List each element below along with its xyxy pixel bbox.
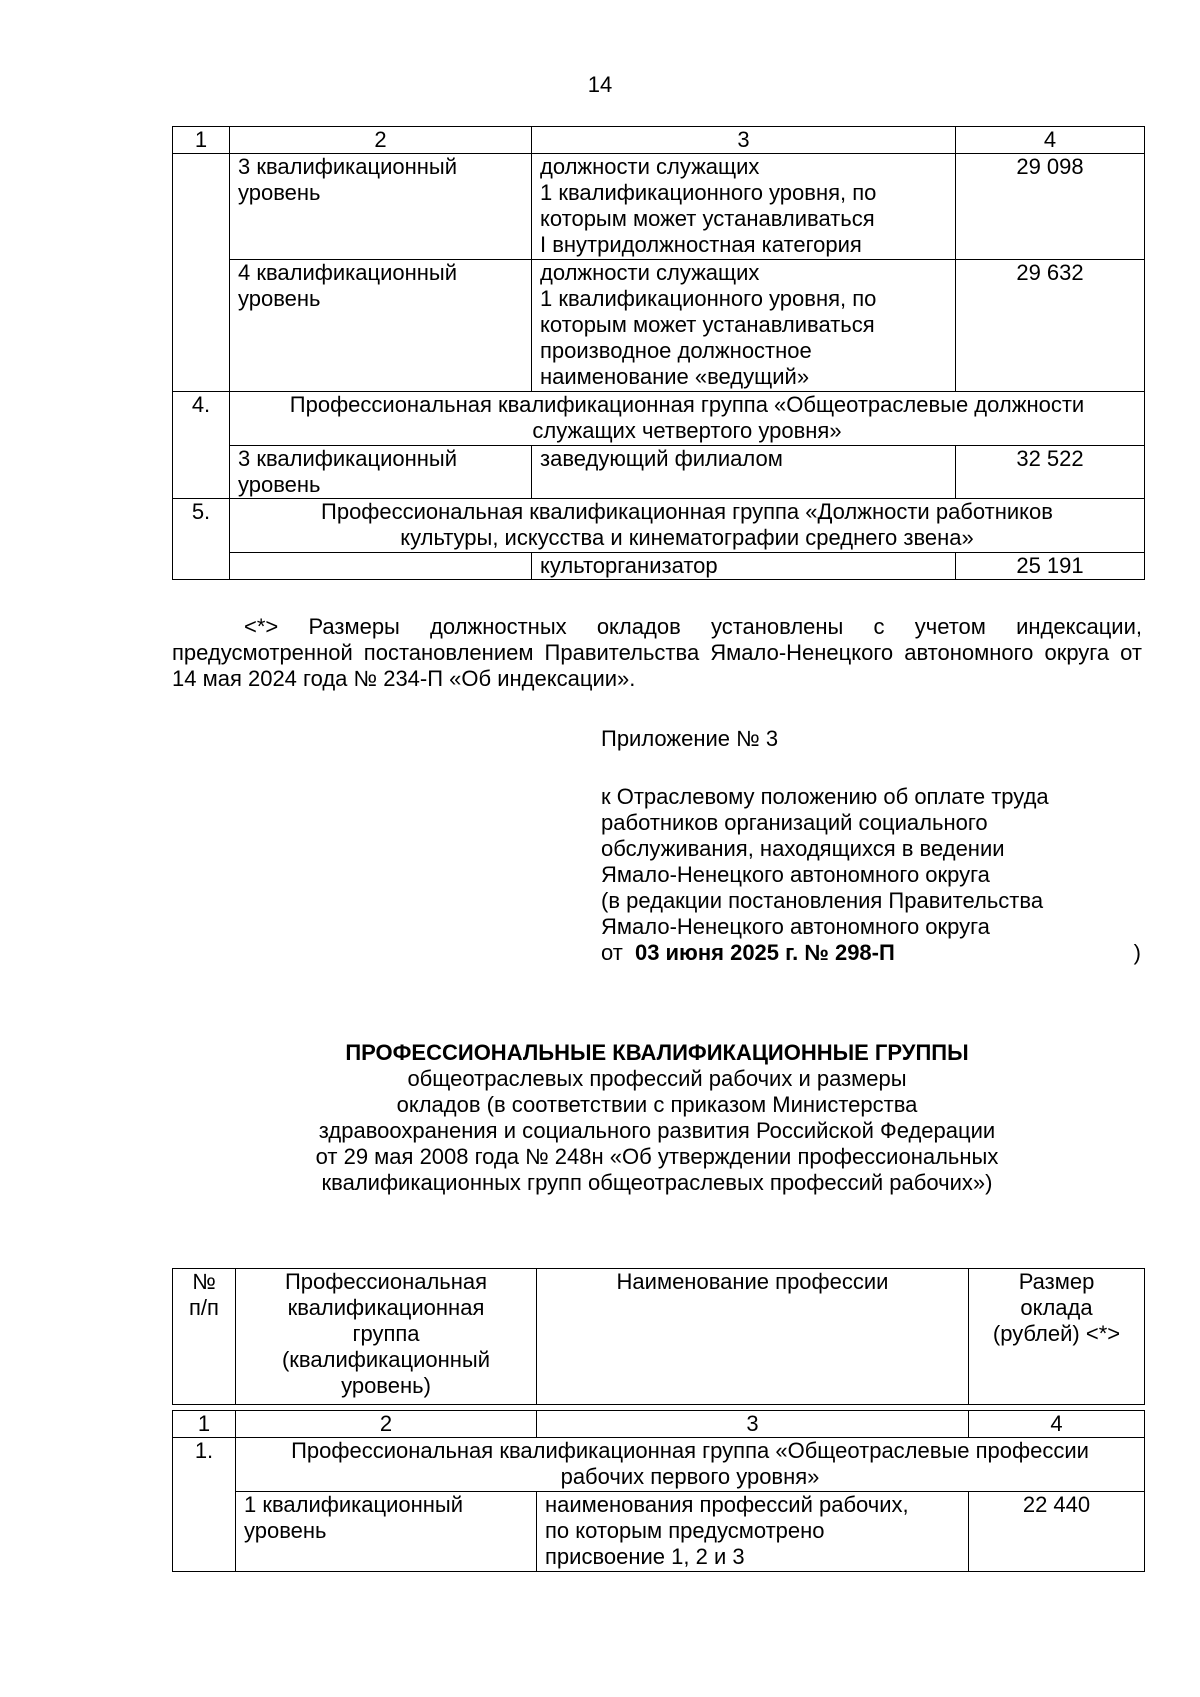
group-title: Профессиональная квалификационная группа «Общеотраслевые должности служащих четвертого уровня» — [230, 392, 1145, 446]
salary-value: 29 632 — [956, 260, 1145, 392]
qualification-level — [230, 553, 532, 580]
group-title: Профессиональная квалификационная группа «Должности работников культуры, искусства и кинематографии среднего звена» — [230, 499, 1145, 553]
group-header-row — [173, 499, 1145, 553]
col-number-2: 2 — [236, 1411, 537, 1438]
salary-value: 32 522 — [956, 446, 1145, 499]
table-row — [173, 446, 1145, 499]
qualification-level: 3 квалификационный уровень — [230, 446, 532, 499]
closing-paren: ) — [1133, 940, 1141, 965]
table-row — [173, 553, 1145, 580]
group-number: 1. — [173, 1438, 236, 1572]
position-description: заведующий филиалом — [532, 446, 956, 499]
header-number: № п/п — [173, 1269, 236, 1405]
col-number-3: 3 — [532, 127, 956, 154]
col-number-1: 1 — [173, 1411, 236, 1438]
table-numbering-row — [173, 1411, 1145, 1438]
professions-table-header — [172, 1268, 1145, 1405]
qualification-level: 4 квалификационный уровень — [230, 260, 532, 392]
col-number-1: 1 — [173, 127, 230, 154]
group-number-cell — [173, 154, 230, 392]
qualification-level: 3 квалификационный уровень — [230, 154, 532, 260]
salary-table-continued — [172, 126, 1145, 580]
col-number-3: 3 — [537, 1411, 969, 1438]
profession-description: наименования профессий рабочих, по которым предусмотрено присвоение 1, 2 и 3 — [537, 1492, 969, 1572]
date-prefix: от — [601, 940, 623, 965]
header-group: Профессиональная квалификационная группа (квалификационный уровень) — [236, 1269, 537, 1405]
col-number-4: 4 — [956, 127, 1145, 154]
footnote: <*> Размеры должностных окладов установлены с учетом индексации, предусмотренной постановлением Правительства Ямало-Ненецкого автономного округа от 14 мая 2024 года № 234-П «Об индексации». — [172, 614, 1142, 691]
group-header-row — [173, 1438, 1145, 1492]
group-number: 4. — [173, 392, 230, 499]
header-profession: Наименование профессии — [537, 1269, 969, 1405]
salary-value: 25 191 — [956, 553, 1145, 580]
position-description: должности служащих 1 квалификационного уровня, по которым может устанавливаться I внутридолжностная категория — [532, 154, 956, 260]
table-row — [173, 1492, 1145, 1572]
qualification-level: 1 квалификационный уровень — [236, 1492, 537, 1572]
document-date-number: 03 июня 2025 г. № 298-П — [634, 940, 895, 965]
position-description: культорганизатор — [532, 553, 956, 580]
col-number-2: 2 — [230, 127, 532, 154]
section-heading: ПРОФЕССИОНАЛЬНЫЕ КВАЛИФИКАЦИОННЫЕ ГРУППЫ общеотраслевых профессий рабочих и размеры окладов (в соответствии с приказом Министерства здравоохранения и социального развития Российской Федерации от 29 мая 2008 года № 248н «Об утверждении профессиональных квалификационных групп общеотраслевых профессий рабочих») — [172, 1040, 1142, 1196]
group-header-row — [173, 392, 1145, 446]
appendix-title: Приложение № 3 — [601, 726, 779, 751]
table-row — [173, 260, 1145, 392]
appendix-reference: к Отраслевому положению об оплате труда работников организаций социального обслуживания, находящихся в ведении Ямало-Ненецкого автономного округа (в редакции постановления Правительства Ямало-Ненецкого автономного округа от 03 июня 2025 г. № 298-П ) — [601, 784, 1141, 965]
position-description: должности служащих 1 квалификационного уровня, по которым может устанавливаться производное должностное наименование «ведущий» — [532, 260, 956, 392]
column-header-row — [173, 1269, 1145, 1405]
group-title: Профессиональная квалификационная группа «Общеотраслевые профессии рабочих первого уровня» — [236, 1438, 1145, 1492]
table-numbering-row — [173, 127, 1145, 154]
table-row — [173, 154, 1145, 260]
salary-value: 29 098 — [956, 154, 1145, 260]
col-number-4: 4 — [969, 1411, 1145, 1438]
professions-table-body — [172, 1410, 1145, 1572]
heading-title: ПРОФЕССИОНАЛЬНЫЕ КВАЛИФИКАЦИОННЫЕ ГРУППЫ — [345, 1040, 969, 1065]
page-number: 14 — [587, 72, 613, 97]
group-number: 5. — [173, 499, 230, 580]
salary-value: 22 440 — [969, 1492, 1145, 1572]
header-salary: Размер оклада (рублей) <*> — [969, 1269, 1145, 1405]
